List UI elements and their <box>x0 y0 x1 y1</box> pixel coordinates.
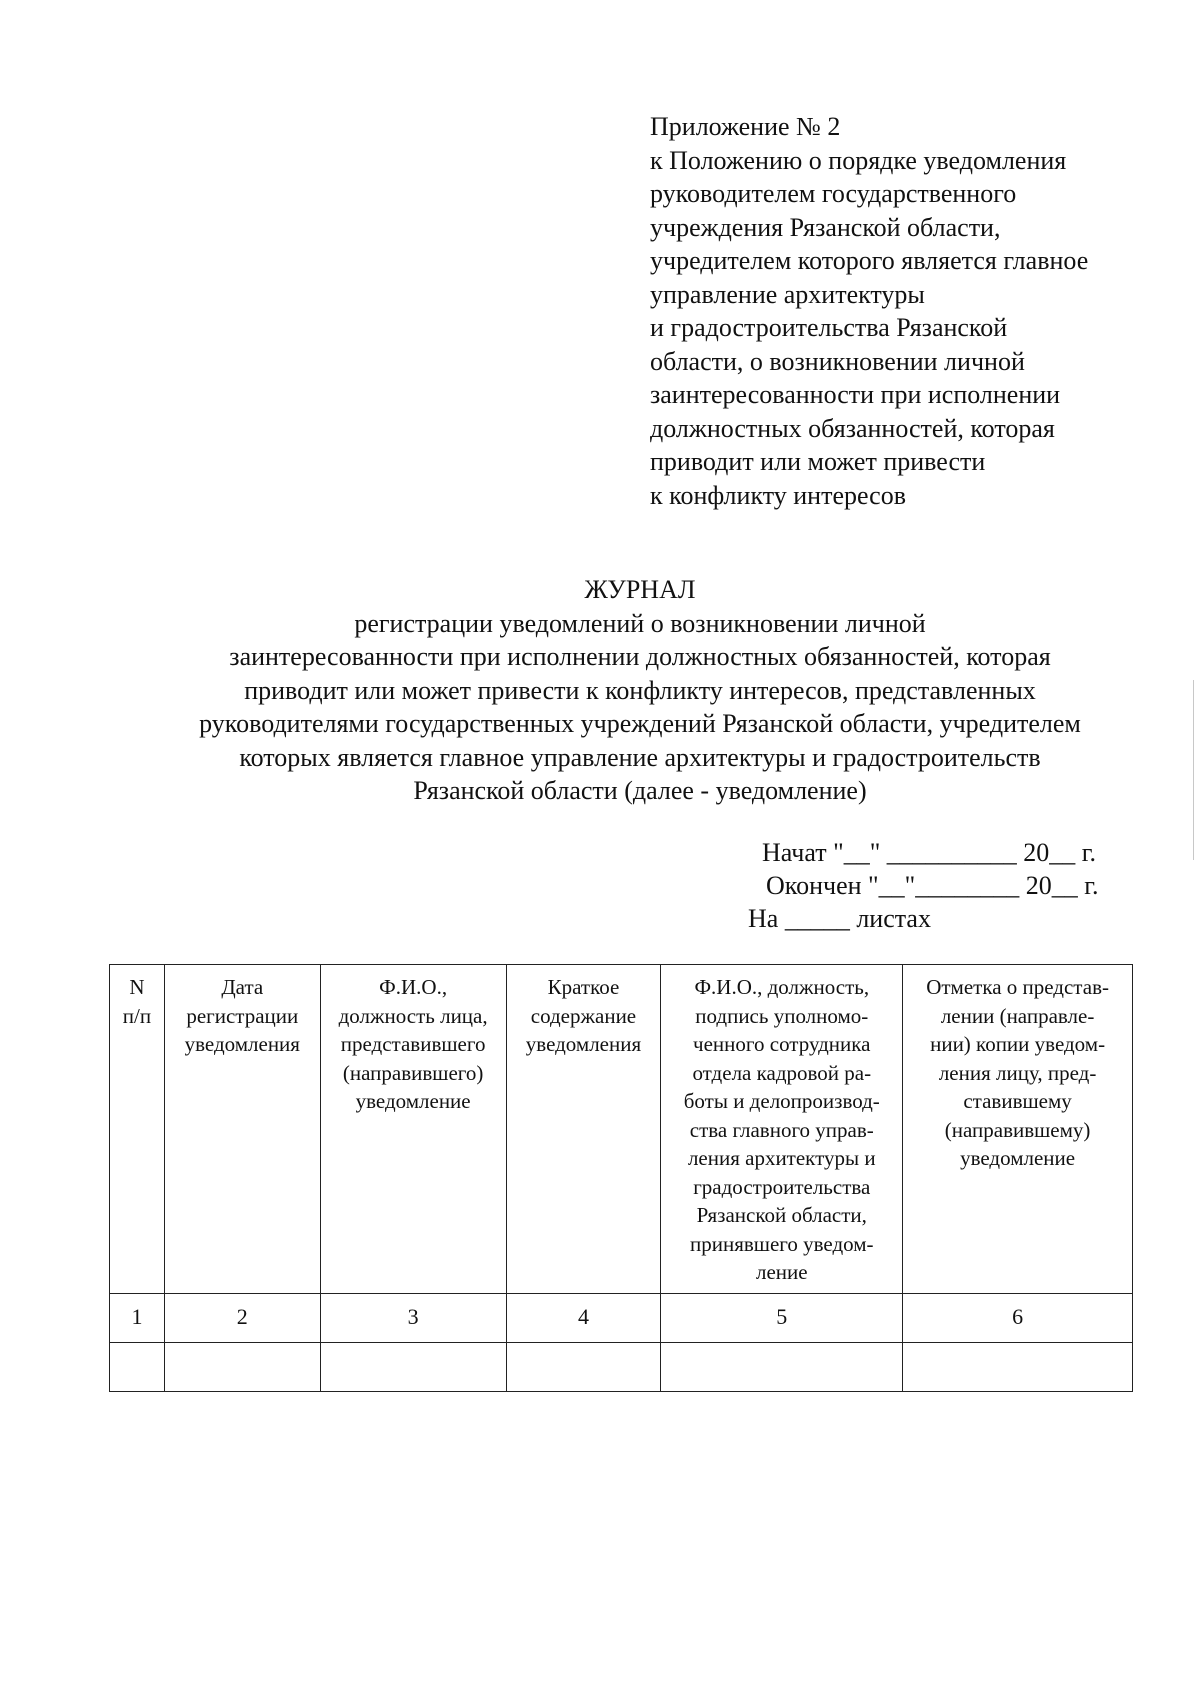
appendix-line: заинтересованности при исполнении <box>650 380 1061 409</box>
appendix-line: и градостроительства Рязанской <box>650 313 1008 342</box>
journal-title-line: регистрации уведомлений о возникновении личной <box>354 608 926 638</box>
header-row-number: N п/п <box>110 965 165 1294</box>
column-number: 2 <box>164 1293 320 1342</box>
appendix-line: к конфликту интересов <box>650 480 906 510</box>
column-number: 1 <box>110 1293 165 1342</box>
ended-date: Окончен "__"________ 20__ г. <box>766 871 1099 900</box>
header-copy-mark: Отметка о представ- лении (направле- нии) копии уведом- ления лицу, пред- ставившему (направившему) уведомление <box>903 965 1133 1294</box>
column-number: 3 <box>320 1293 506 1342</box>
empty-cell <box>506 1342 661 1391</box>
header-submitter: Ф.И.О., должность лица, представившего (направившего) уведомление <box>320 965 506 1294</box>
appendix-line: учреждения Рязанской области, <box>650 212 1001 242</box>
column-number: 4 <box>506 1293 661 1342</box>
appendix-line: должностных обязанностей, которая <box>650 413 1055 443</box>
column-number: 6 <box>903 1293 1133 1342</box>
column-number: 5 <box>661 1293 903 1342</box>
header-summary: Краткое содержание уведомления <box>506 965 661 1294</box>
empty-cell <box>320 1342 506 1391</box>
empty-cell <box>110 1342 165 1391</box>
appendix-line: управление архитектуры <box>650 279 925 309</box>
appendix-line: области, о возникновении личной <box>650 346 1025 376</box>
appendix-line: Приложение № 2 <box>650 112 841 141</box>
registration-table <box>109 964 1133 1392</box>
appendix-line: к Положению о порядке уведомления <box>650 145 1067 175</box>
empty-entry-row <box>110 1342 1133 1391</box>
journal-title-line: которых является главное управление архитектуры и градостроительств <box>239 742 1041 772</box>
journal-title-line: приводит или может привести к конфликту интересов, представленных <box>244 675 1036 705</box>
empty-cell <box>164 1342 320 1391</box>
appendix-line: приводит или может привести <box>650 447 986 476</box>
empty-cell <box>903 1342 1133 1391</box>
empty-cell <box>661 1342 903 1391</box>
appendix-line: учредителем которого является главное <box>650 246 1089 275</box>
scan-edge-line <box>1193 680 1194 860</box>
appendix-note <box>650 110 1170 512</box>
header-receiving-officer: Ф.И.О., должность, подпись уполномо- ченного сотрудника отдела кадровой ра- боты и делопроизвод- ства главного управ- ления архитектуры и градостроительства Рязанской области, принявшего уведом- ление <box>661 965 903 1294</box>
journal-heading: ЖУРНАЛ <box>584 575 696 604</box>
journal-title-line: Рязанской области (далее - уведомление) <box>413 776 867 805</box>
table-header-row <box>110 965 1133 1294</box>
journal-title-line: заинтересованности при исполнении должностных обязанностей, которая <box>229 642 1051 671</box>
header-registration-date: Дата регистрации уведомления <box>164 965 320 1294</box>
started-date: Начат "__" __________ 20__ г. <box>762 838 1097 867</box>
journal-title <box>100 573 1180 808</box>
column-number-row <box>110 1293 1133 1342</box>
appendix-line: руководителем государственного <box>650 179 1017 208</box>
sheets-count: На _____ листах <box>748 904 931 933</box>
journal-title-line: руководителями государственных учреждений Рязанской области, учредителем <box>199 709 1081 738</box>
